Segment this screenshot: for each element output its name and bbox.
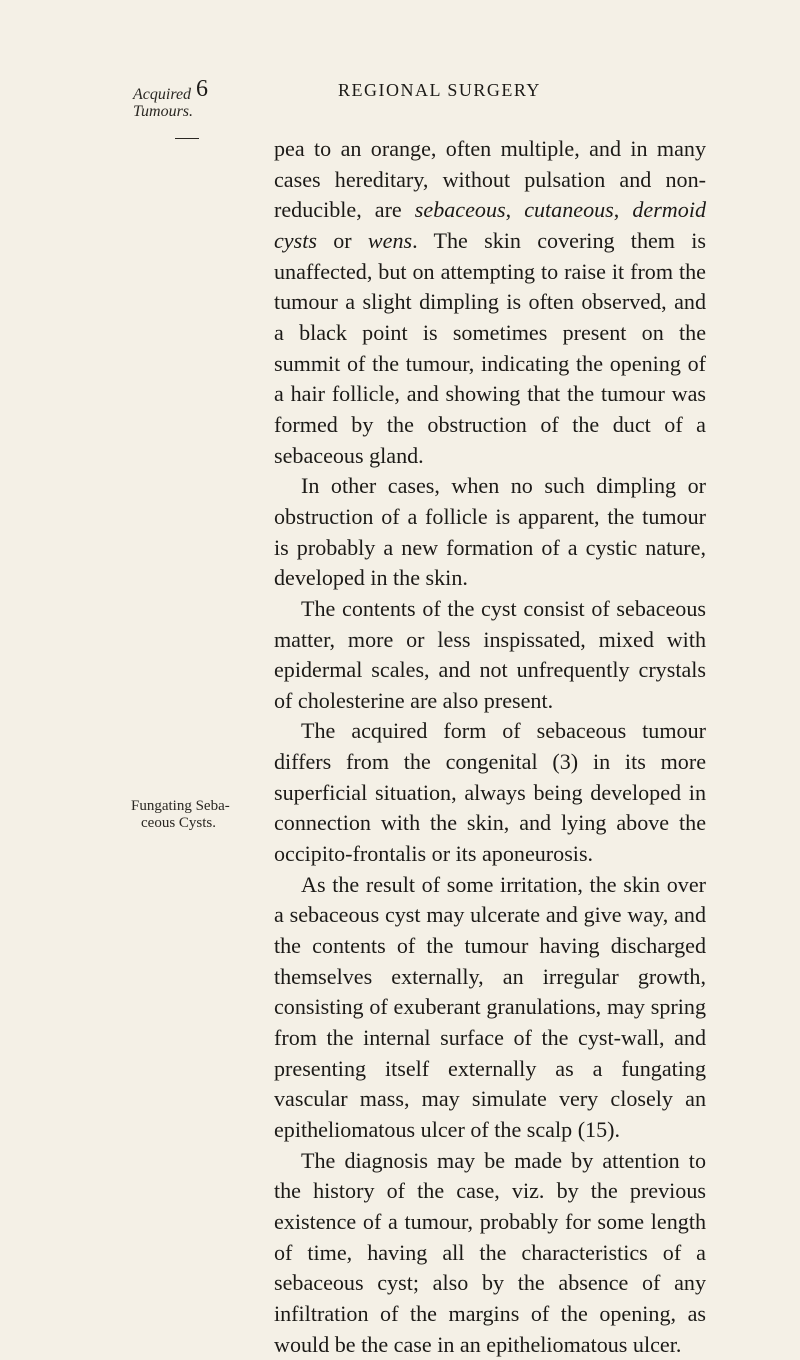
margin-note-line: ceous Cysts. bbox=[141, 815, 216, 831]
margin-dash bbox=[175, 138, 199, 139]
italic-term: dermoid cysts bbox=[274, 197, 706, 253]
italic-term: sebaceous bbox=[414, 197, 506, 223]
paragraph-5: As the result of some irritation, the skin over a sebaceous cyst may ulcerate and give way, and the contents of the tumour having discharged themselves externally, an irregular growth, consisting of exuberant granulations, may spring from the internal surface of the cyst-wall, and presenting itself externally as a fungating vascular mass, may simulate very closely an epitheliomatous ulcer of the scalp (15). bbox=[274, 871, 706, 1142]
margin-note-acquired-tumours bbox=[133, 86, 193, 120]
italic-term: wens bbox=[367, 227, 413, 253]
margin-note-line: Tumours. bbox=[133, 103, 194, 120]
paragraph-3: The contents of the cyst consist of sebaceous matter, more or less inspissated, mixed with epidermal scales, and not unfrequently crystals of cholesterine are also present. bbox=[274, 595, 706, 713]
text-run: or bbox=[316, 227, 368, 253]
paragraph-6: The diagnosis may be made by attention to the history of the case, viz. by the previous existence of a tumour, probably for some length of time, having all the characteristics of a sebaceous cyst; also by the absence of any infiltration of the margins of the opening, as would be the case in an epitheliomatous ulcer. bbox=[274, 1147, 706, 1357]
paragraph-4: The acquired form of sebaceous tumour differs from the congenital (3) in its more superficial situation, always being developed in connection with the skin, and lying above the occipito-frontalis or its aponeurosis. bbox=[274, 718, 706, 867]
running-title: REGIONAL SURGERY bbox=[338, 80, 541, 100]
paragraph-1 bbox=[274, 134, 706, 471]
margin-note-line: Fungating Seba- bbox=[131, 798, 230, 814]
margin-note-fungating-cysts bbox=[131, 798, 230, 832]
text-run: pea to an orange, often multiple, and in many cases hereditary, without pulsation and non-reducible, are bbox=[274, 136, 706, 223]
text-run: , bbox=[613, 197, 633, 223]
text-run: , bbox=[505, 197, 525, 223]
margin-note-line: Acquired bbox=[133, 86, 192, 103]
italic-term: cutaneous bbox=[524, 197, 614, 223]
body-text bbox=[274, 134, 706, 1360]
text-run: . The skin covering them is unaffected, but on attempting to raise it from the tumour a slight dimpling is often observed, and a black point is sometimes present on the summit of the tumour, indicating the opening of a hair follicle, and showing that the tumour was formed by the obstruction of the duct of a sebaceous gland. bbox=[274, 227, 706, 468]
paragraph-2: In other cases, when no such dimpling or obstruction of a follicle is apparent, the tumour is probably a new formation of a cystic nature, developed in the skin. bbox=[274, 473, 706, 591]
page-number: 6 bbox=[196, 76, 208, 102]
